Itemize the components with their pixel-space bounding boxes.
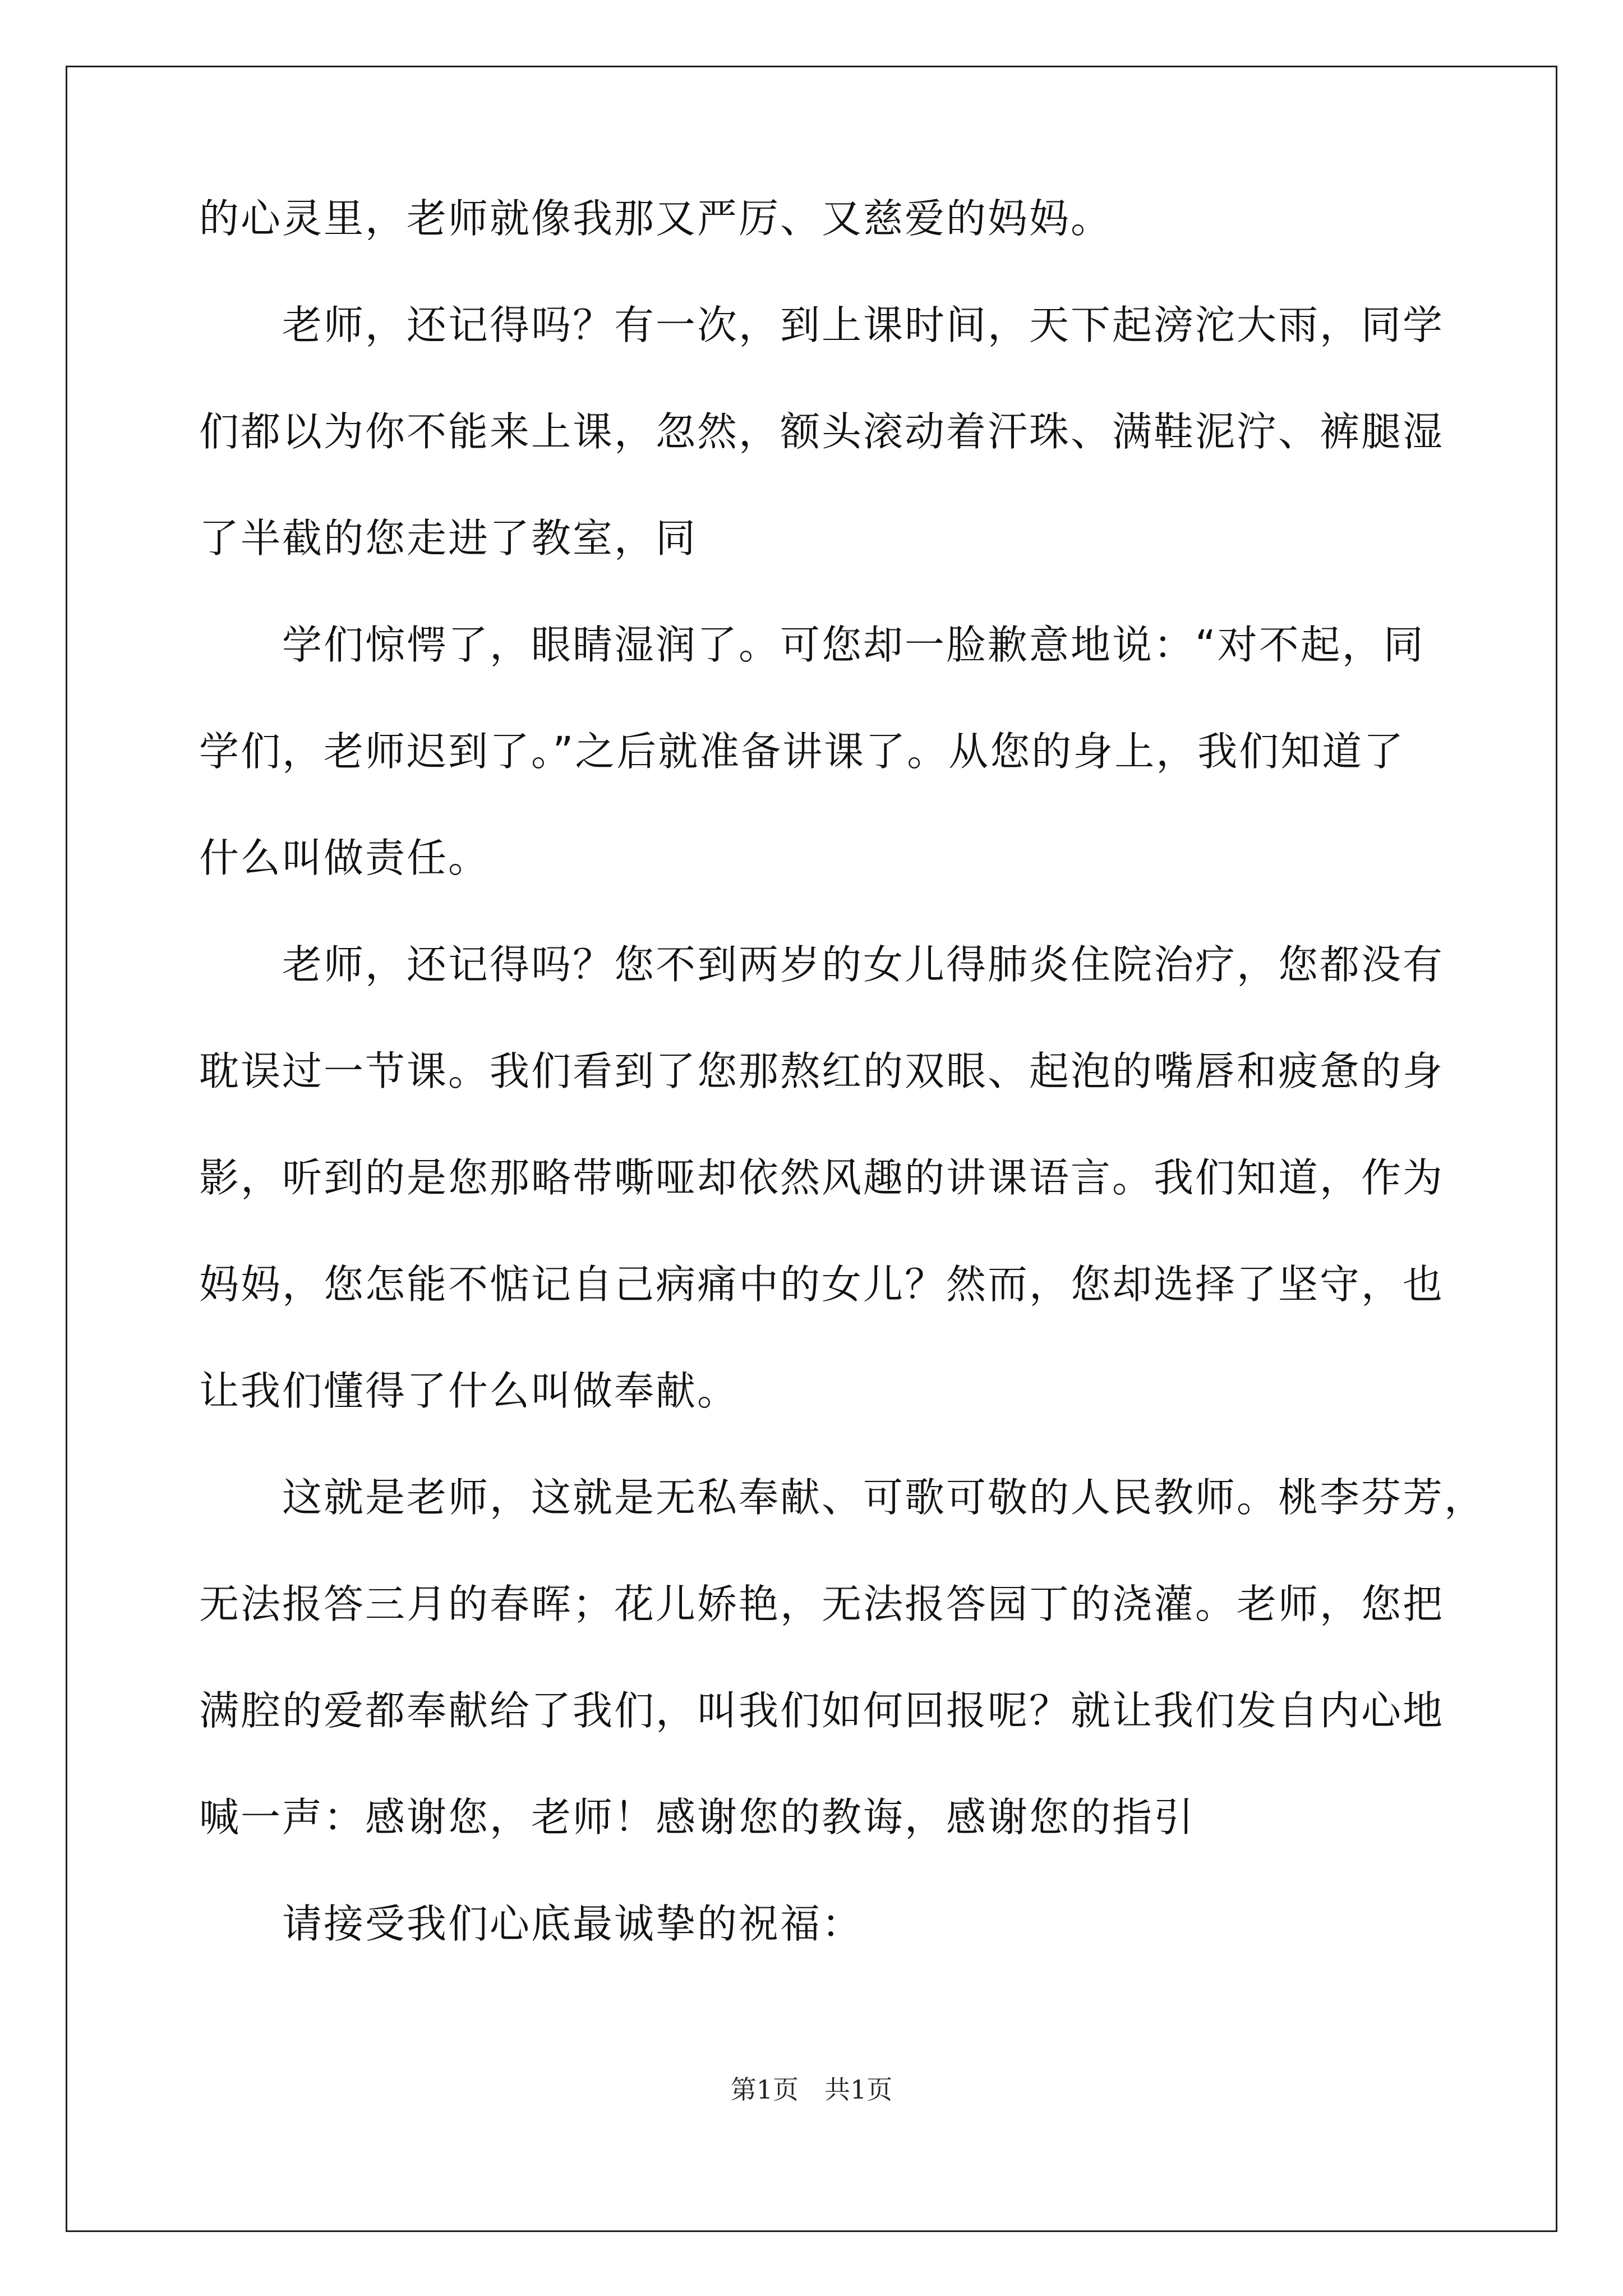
text-line-5: 学们惊愕了，眼睛湿润了。可您却一脸歉意地说：“对不起，同 — [282, 622, 1425, 668]
page-number-footer: 第1页 共1页 — [730, 2074, 893, 2105]
text-line-14: 无法报答三月的春晖；花儿娇艳，无法报答园丁的浇灌。老师，您把 — [199, 1581, 1445, 1627]
text-line-8: 老师，还记得吗？您不到两岁的女儿得肺炎住院治疗，您都没有 — [282, 941, 1445, 988]
text-line-17: 请接受我们心底最诚挚的祝福： — [282, 1901, 864, 1947]
text-line-15: 满腔的爱都奉献给了我们，叫我们如何回报呢？就让我们发自内心地 — [199, 1687, 1445, 1734]
text-line-11: 妈妈，您怎能不惦记自己病痛中的女儿？然而，您却选择了坚守，也 — [199, 1261, 1445, 1308]
text-line-10: 影，听到的是您那略带嘶哑却依然风趣的讲课语言。我们知道，作为 — [199, 1154, 1445, 1201]
text-line-13: 这就是老师，这就是无私奉献、可歌可敬的人民教师。桃李芬芳， — [282, 1474, 1486, 1521]
text-line-4: 了半截的您走进了教室，同 — [199, 515, 698, 562]
text-line-3: 们都以为你不能来上课，忽然，额头滚动着汗珠、满鞋泥泞、裤腿湿 — [199, 408, 1445, 455]
text-line-9: 耽误过一节课。我们看到了您那熬红的双眼、起泡的嘴唇和疲惫的身 — [199, 1048, 1445, 1094]
text-line-1: 的心灵里，老师就像我那又严厉、又慈爱的妈妈。 — [199, 195, 1113, 242]
text-line-2: 老师，还记得吗？有一次，到上课时间，天下起滂沱大雨，同学 — [282, 302, 1445, 348]
text-line-6: 学们，老师迟到了。”之后就准备讲课了。从您的身上，我们知道了 — [199, 728, 1405, 775]
text-line-12: 让我们懂得了什么叫做奉献。 — [199, 1368, 739, 1414]
text-line-16: 喊一声：感谢您，老师！感谢您的教诲，感谢您的指引 — [199, 1794, 1196, 1841]
text-line-7: 什么叫做责任。 — [199, 835, 490, 881]
